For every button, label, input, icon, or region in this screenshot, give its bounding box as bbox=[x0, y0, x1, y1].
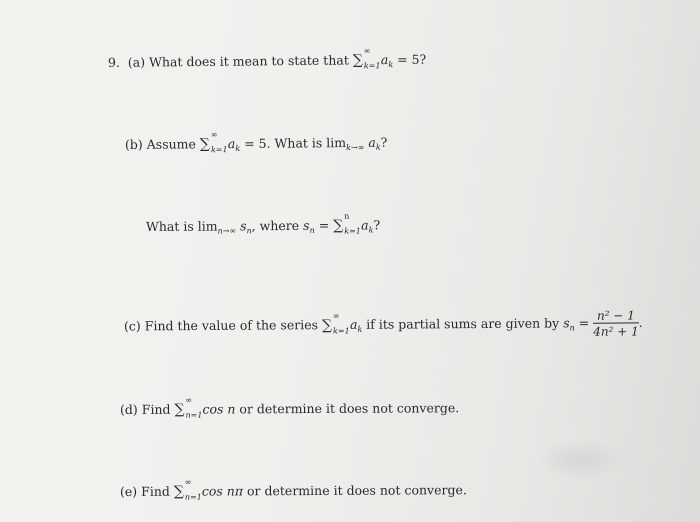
question-d: (d) Find ∑ ∞ n=1 cos n or determine it does not converge. bbox=[119, 395, 460, 420]
fraction-denominator: 4n² + 1 bbox=[593, 324, 639, 339]
question-b: (b) Assume ∑ ∞ k=1 $a_k = 5$. What is $\lim_{k\to\infty} a_k$? bbox=[124, 130, 388, 155]
part-e-label: (e) bbox=[119, 483, 138, 499]
sum-symbol: ∑ ∞ k=1 bbox=[321, 310, 350, 336]
problem-number: 9. bbox=[107, 54, 120, 70]
sum-symbol: ∑ ∞ k=1 bbox=[199, 130, 228, 155]
part-b-label: (b) bbox=[124, 136, 143, 152]
part-c-label: (c) bbox=[123, 318, 141, 334]
part-a-label: (a) bbox=[127, 54, 146, 70]
part-a-text: What does it mean to state that bbox=[148, 52, 349, 70]
question-c: (c) Find the value of the series ∑ ∞ k=1 $a_k$ if its partial sums are given by $s_n$ = $\frac{\text{n² − 1}}{\text{4n² + 1}}$ . bbox=[123, 308, 643, 339]
sum-symbol: ∑ ∞ n=1 bbox=[173, 477, 202, 502]
question-a: 9. (a) What does it mean to state that ∑ ∞ k=1 $a_k = 5$? bbox=[107, 46, 427, 71]
part-d-label: (d) bbox=[119, 401, 138, 417]
sum-symbol: ∑ n k=1 bbox=[333, 211, 361, 236]
question-b2: What is $\lim_{n\to\infty} s_n$, where $s_n$ = ∑ n k=1 $a_k$? bbox=[145, 211, 381, 236]
fraction bbox=[593, 309, 639, 337]
fraction-numerator: n² − 1 bbox=[593, 309, 639, 323]
eraser-smudge bbox=[535, 440, 625, 480]
sum-symbol: ∑ ∞ k=1 bbox=[352, 46, 381, 71]
question-e: (e) Find ∑ ∞ n=1 cos nπ or determine it does not converge. bbox=[119, 477, 467, 502]
sum-symbol: ∑ ∞ n=1 bbox=[174, 395, 203, 420]
